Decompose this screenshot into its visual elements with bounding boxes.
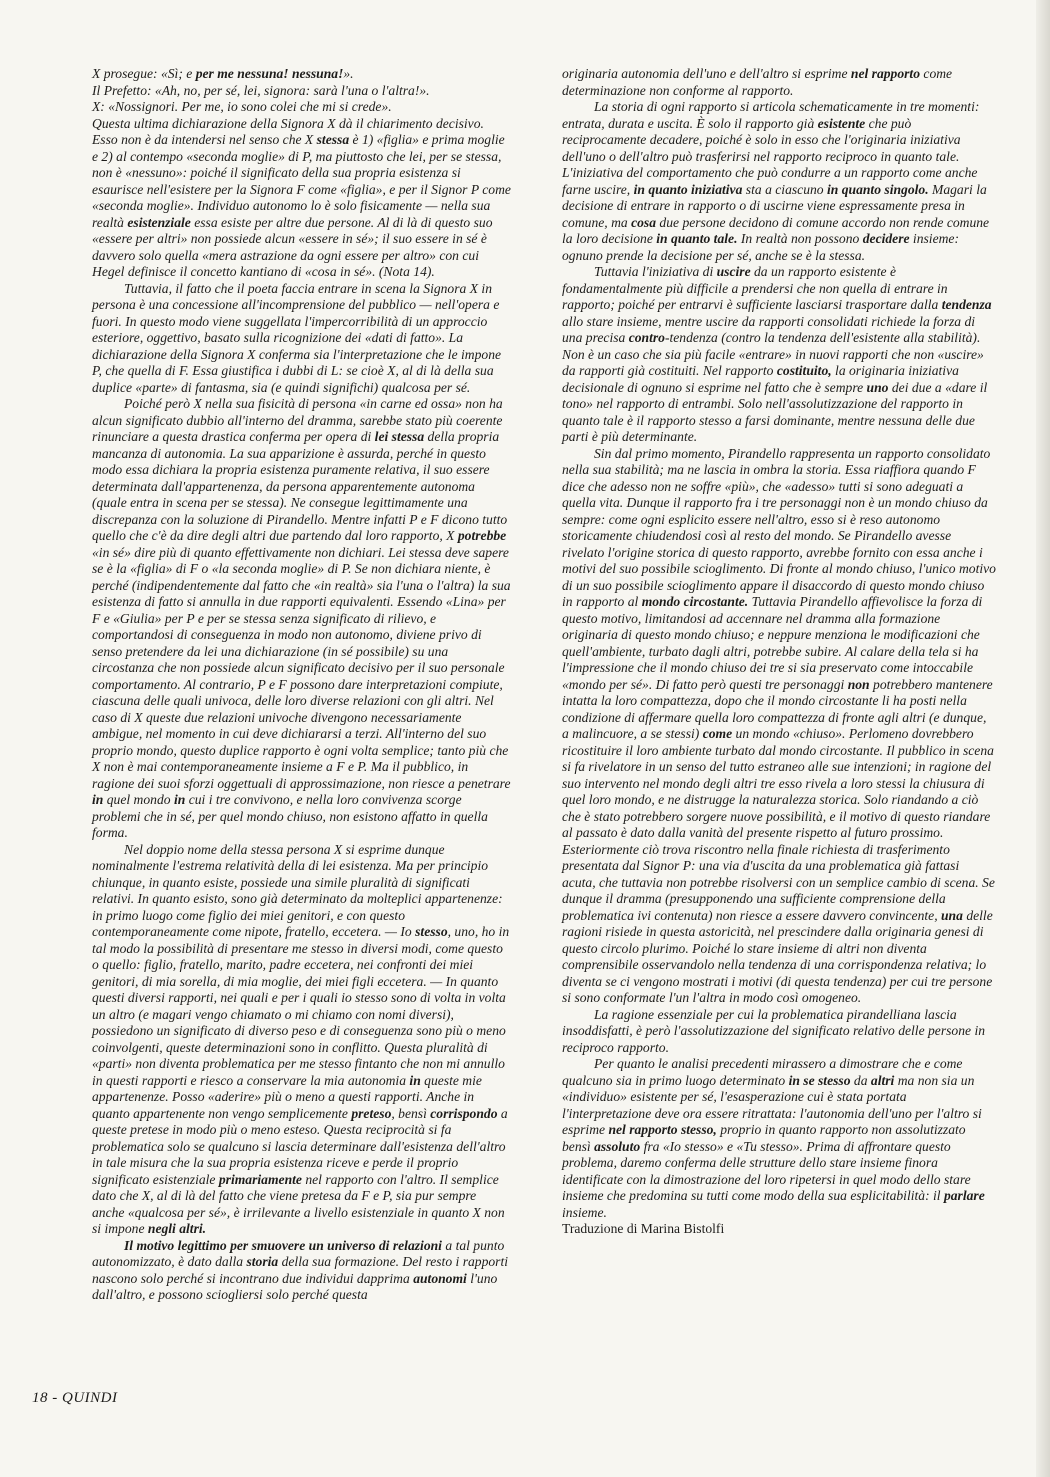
paragraph: La ragione essenziale per cui la problematica pirandelliana lascia insoddisfatti, è però l'assolutizzazione del significato relativo delle persone in reciproco rapporto.	[562, 1006, 986, 1055]
translation-credit: Traduzione di Marina Bistolfi	[562, 1221, 725, 1236]
paragraph: Poiché però X nella sua fisicità di persona «in carne ed ossa» non ha alcun significato dubbio all'interno del dramma, sarebbe stato più coerente rinunciare a questa drastica conferma per opera di lei stessa della propria mancanza di autonomia. La sua apparizione è assurda, perché in questo modo essa dichiara la propria esistenza puramente relativa, il suo essere determinata dall'appartenenza, da persona apparentemente autonoma (quale entra in scena per se stessa). Ne consegue legittimamente una discrepanza con la soluzione di Pirandello. Mentre infatti P e F dicono tutto quello che c'è da dire degli altri due partendo dal loro rapporto, X potrebbe «in sé» dire più di quanto effettivamente non dichiari. Lei stessa deve sapere se è la «figlia» di F o «la seconda moglie» di P. Se non dichiara niente, è perché (indipendentemente dal fatto che «in realtà» sia l'una o l'altra) la sua esistenza di fatto si annulla in due rapporti equivalenti. Essendo «Lina» per F e «Giulia» per P e per se stessa senza significato di rilievo, e comportandosi di conseguenza in modo non autonomo, diviene privo di senso pretendere da lei una dichiarazione (in sé possibile) su una circostanza che non possiede alcun significato decisivo per il suo personale comportamento. Al contrario, P e F possono dare interpretazioni compiute, ciascuna delle quali univoca, delle loro diverse relazioni con gli altri. Nel caso di X queste due relazioni univoche divengono necessariamente ambigue, nel momento in cui deve dichiararsi a terzi. All'interno del suo proprio mondo, questo duplice rapporto è ogni volta semplice; tanto più che X non è mai contemporaneamente insieme a F e P. Ma il pubblico, in ragione dei suoi sforzi oggettuali di approssimazione, non riesce a penetrare in quel mondo in cui i tre convivono, e nella loro convivenza scorge problemi che in sé, per quel mondo chiuso, non esistono affatto in quella forma.	[92, 396, 511, 840]
paragraph: X: «Nossignori. Per me, io sono colei che mi si crede».	[92, 99, 392, 114]
page-edge-shadow	[1036, 0, 1050, 1477]
left-column	[92, 66, 512, 1304]
paragraph: Tuttavia, il fatto che il poeta faccia entrare in scena la Signora X in persona è una concessione all'incomprensione del pubblico — nell'opera e fuori. In questo modo viene suggellata l'impercorribilità di un approccio esteriore, oggettivo, basato sulla ricognizione dei «dati di fatto». La dichiarazione della Signora X conferma sia l'interpretazione che le impone P, che quella di F. Essa giustifica i dubbi di L: se cioè X, al di là della sua duplice «parte» di fantasma, sia (e quindi significhi) qualcosa per sé.	[92, 280, 502, 395]
paragraph: Nel doppio nome della stessa persona X si esprime dunque nominalmente l'estrema relatività della di lei esistenza. Ma per principio chiunque, in quanto esiste, possiede una simile pluralità di significati relativi. In quanto esisto, sono già determinato da molteplici appartenenze: in primo luogo come figlio dei miei genitori, e con questo contemporaneamente come nipote, fratello, eccetera. — Io stesso, uno, ho in tal modo la possibilità di presentare me stesso in diversi modi, come questo o quello: figlio, fratello, marito, padre eccetera, nei confronti dei miei genitori, di mia sorella, di mia moglie, dei miei figli eccetera. — In quanto questi diversi rapporti, nei quali e per i quali io stesso sono di volta in volta un altro (e magari vengo chiamato o mi chiamo con nomi diversi), possiedono un significato di diverso peso e di conseguenza sono più o meno coinvolgenti, queste determinazioni sono in conflitto. Questa pluralità di «parti» non diventa problematica per me stesso fintanto che non mi annullo in questi rapporti e riesco a conservare la mia autonomia in queste mie appartenenze. Posso «aderire» più o meno a questi rapporti. Anche in quanto appartenente non vengo semplicemente preteso, bensì corrispondo a queste pretese in modo più o meno esteso. Questa reciprocità si fa problematica solo se qualcuno si lascia determinare dall'esistenza dell'altro in tale misura che la sua propria esistenza riceve e perde il proprio significato esistenziale primariamente nel rapporto con l'altro. Il semplice dato che X, al di là del fatto che viene pretesa da F e P, sia pur sempre anche «qualcosa per sé», è irrilevante a livello esistenziale in quanto X non si impone negli altri.	[92, 841, 510, 1236]
right-column	[562, 66, 996, 1238]
paragraph: Tuttavia l'iniziativa di uscire da un rapporto esistente è fondamentalmente più difficile a prendersi che non quella di entrare in rapporto; poiché per entrarvi è sufficiente lasciarsi trasportare dalla tendenza allo stare insieme, mentre uscire da rapporti consolidati richiede la forza di una precisa contro-tendenza (contro la tendenza dell'esistente alla stabilità). Non è un caso che sia più facile «entrare» in nuovi rapporti che non «uscire» da rapporti già costituiti. Nel rapporto costituito, la originaria iniziativa decisionale di ognuno si esprime nel fatto che è sempre uno dei due a «dare il tono» nel rapporto di entrambi. Solo nell'assolutizzazione del rapporto in quanto tale è il rapporto stesso a farsi dominante, mentre nessuna delle due parti è più determinante.	[562, 264, 992, 444]
paragraph: originaria autonomia dell'uno e dell'altro si esprime nel rapporto come determinazione non conforme al rapporto.	[562, 66, 953, 98]
paragraph: Il motivo legittimo per smuovere un universo di relazioni a tal punto autonomizzato, è dato dalla storia della sua formazione. Del resto i rapporti nascono solo perché si incontrano due individui dapprima autonomi l'uno dall'altro, e possono sciogliersi solo perché questa	[92, 1237, 509, 1302]
page-folio: 18 - QUINDI	[32, 1390, 118, 1406]
paragraph: Questa ultima dichiarazione della Signora X dà il chiarimento decisivo. Esso non è da intendersi nel senso che X stessa è 1) «figlia» e prima moglie e 2) al contempo «seconda moglie» di P, ma piuttosto che lei, per se stessa, non è «nessuno»: poiché il significato della sua propria esistenza si esaurisce nell'esistere per la Signora F come «figlia», e per il Signor P come «seconda moglie». Individuo autonomo lo è solo fisicamente — nella sua realtà esistenziale essa esiste per altre due persone. Al di là di questo suo «essere per altri» non possiede alcun «essere in sé»; il suo essere in sé è davvero solo quella «mera astrazione da ogni essere per altro» con cui Hegel definisce il concetto kantiano di «cosa in sé». (Nota 14).	[92, 115, 511, 279]
paragraph: X prosegue: «Sì; e per me nessuna! nessuna!».	[92, 66, 354, 81]
paragraph: Per quanto le analisi precedenti mirassero a dimostrare che e come qualcuno sia in primo luogo determinato in se stesso da altri ma non sia un «individuo» esistente per sé, l'esasperazione cui è stata portata l'interpretazione deve ora essere ritrattata: l'autonomia dell'uno per l'altro si esprime nel rapporto stesso, proprio in quanto rapporto non assolutizzato bensì assoluto fra «Io stesso» e «Tu stesso». Prima di affrontare questo problema, daremo conferma delle strutture dello stare insieme finora identificate con la dimostrazione del loro ripetersi in quel modo dello stare insieme che predomina su tutti come modo della sua esplicitabilità: il parlare insieme.	[562, 1056, 985, 1220]
paragraph: La storia di ogni rapporto si articola schematicamente in tre momenti: entrata, durata e uscita. È solo il rapporto già esistente che può reciprocamente decadere, poiché è solo in esso che l'originaria iniziativa dell'uno o dell'altro può trasferirsi nel rapporto reciproco in quanto tale. L'iniziativa del comportamento che può condurre a un rapporto come anche farne uscire, in quanto iniziativa sta a ciascuno in quanto singolo. Magari la decisione di entrare in rapporto o di uscirne viene espressamente presa in comune, ma cosa due persone decidono di comune accordo non rende comune la loro decisione in quanto tale. In realtà non possono decidere insieme: ognuno prende la decisione per sé, anche se è la stessa.	[562, 99, 990, 263]
paragraph: Il Prefetto: «Ah, no, per sé, lei, signora: sarà l'una o l'altra!».	[92, 82, 430, 98]
paragraph: Sin dal primo momento, Pirandello rappresenta un rapporto consolidato nella sua stabilità; ma ne lascia in ombra la storia. Essa riaffiora quando F dice che adesso non ne soffre «più», che «adesso» tutti si sono adeguati a quella vita. Dunque il rapporto fra i tre personaggi non è un mondo chiuso da sempre: come ogni esplicito essere nell'altro, esso si è reso autonomo storicamente chiudendosi così al resto del mondo. Se Pirandello avesse rivelato l'origine storica di questo rapporto, avrebbe fornito con essa anche i motivi del suo possibile scioglimento. Di fronte al mondo chiuso, l'unico motivo di un suo possibile scioglimento appare il disaccordo di questo mondo chiuso in rapporto al mondo circostante. Tuttavia Pirandello affievolisce la forza di questo motivo, limitandosi ad accennare nel dramma alla formazione originaria di questo mondo chiuso; e neppure menziona le modificazioni che quell'ambiente, turbato dagli altri, potrebbe subire. Al calare della tela si ha l'impressione che il mondo chiuso dei tre si sia preservato come intoccabile «mondo per sé». Di fatto però questi tre personaggi non potrebbero mantenere intatta la loro compattezza, dopo che il mondo circostante li ha posti nella condizione di affermare quella loro compattezza di fronte agli altri (e dunque, a malincuore, a se stessi) come un mondo «chiuso». Perlomeno dovrebbero ricostituire il loro ambiente turbato dal mondo circostante. Il pubblico in scena si fa rivelatore in un senso del tutto estraneo alle sue intenzioni; in ragione del suo intervento nel mondo degli altri tre esso rivela a loro stessi la chiusura di quel loro mondo, e ne distrugge la naturalezza storica. Solo riandando a ciò che è stato potrebbero sorgere nuove possibilità, e il motivo di questo riandare al passato è dato dalla vanità del presente rispetto al futuro prossimo. Esteriormente ciò trova riscontro nella finale richiesta di trasferimento presentata dal Signor P: una via d'uscita da una problematica già fattasi acuta, che tuttavia non potrebbe risolversi con un semplice cambio di scena. Se dunque il dramma (presupponendo una sufficiente comprensione della problematica ivi contenuta) non riesce a essere davvero convincente, una delle ragioni risiede in questa astoricità, nel prescindere dalla originaria genesi di questo circolo plurimo. Poiché lo stare insieme di altri non diventa comprensibile osservandolo nella tendenza di una corrispondenza relativa; lo diventa se ci vengono mostrati i motivi (di questa tendenza) per cui tre persone si sono conformate l'un l'altra in modo così omogeneo.	[562, 445, 996, 1005]
